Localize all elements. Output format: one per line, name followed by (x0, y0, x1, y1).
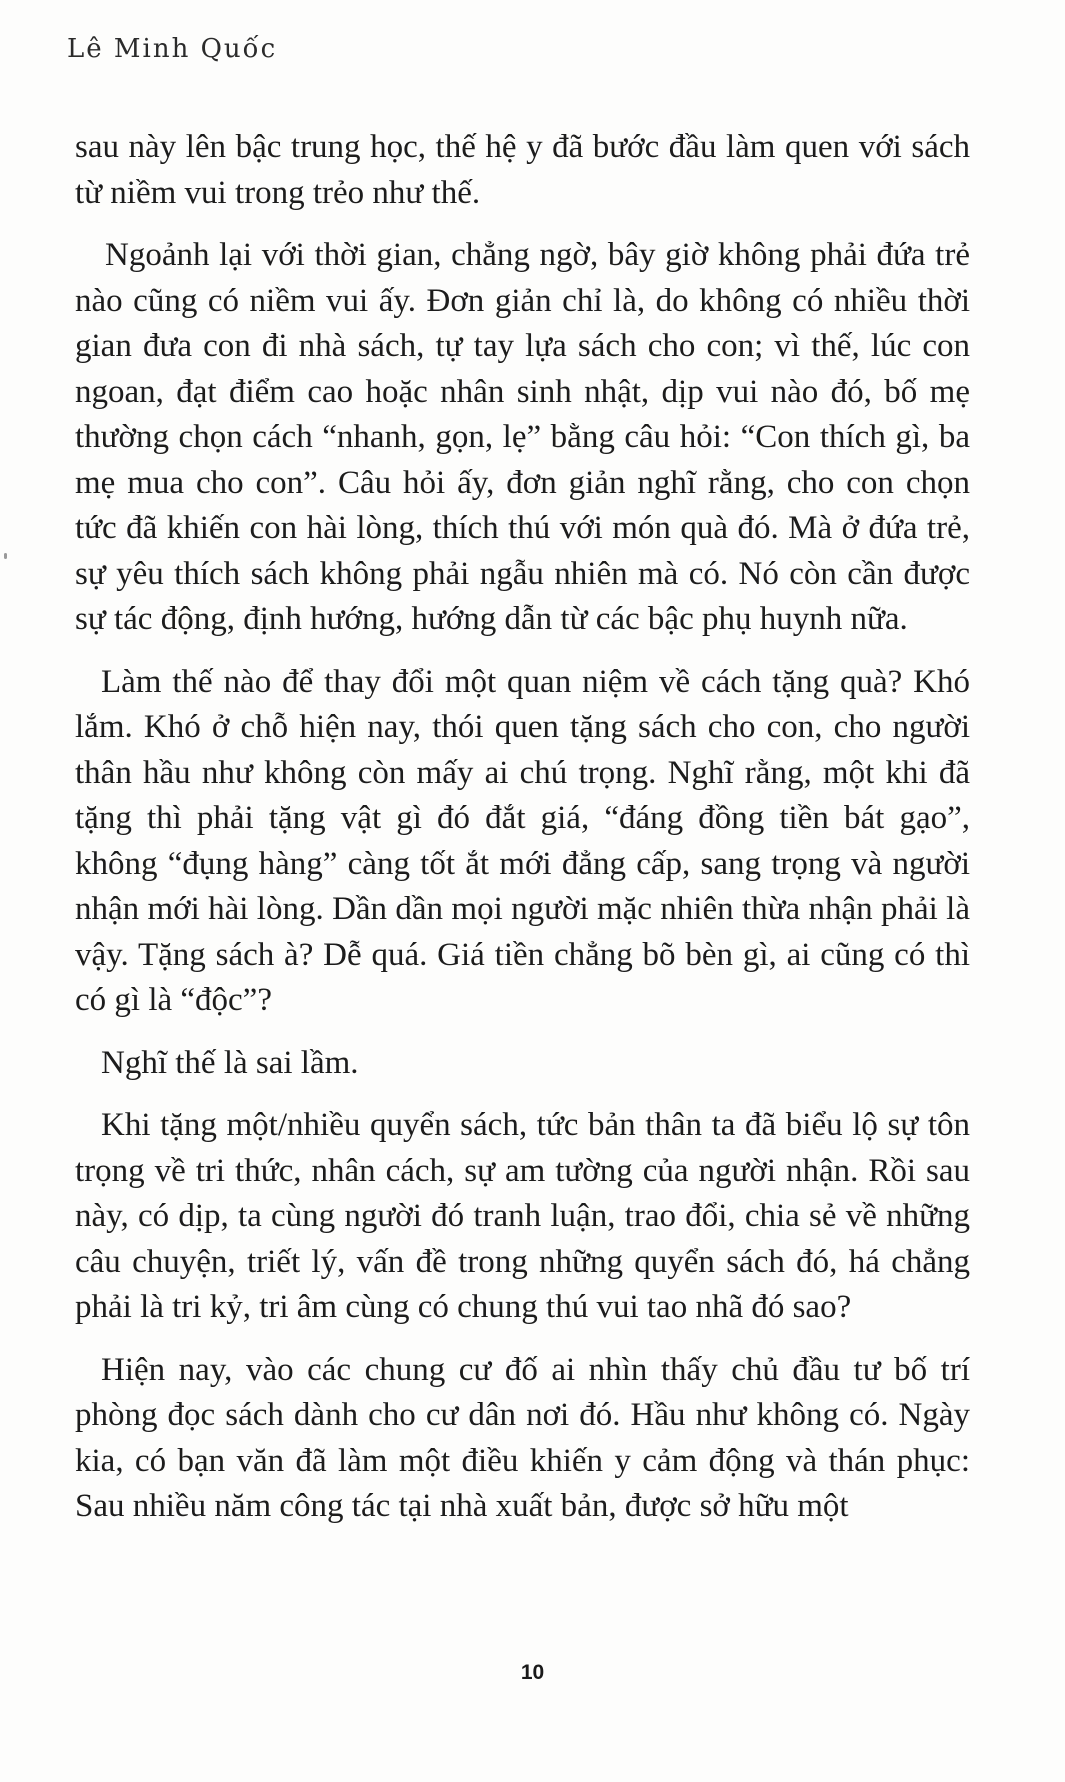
page-number: 10 (520, 1661, 545, 1684)
paragraph: Ngoảnh lại với thời gian, chẳng ngờ, bây giờ không phải đứa trẻ nào cũng có niềm vui ấy. Đơn giản chỉ là, do không có nhiều thời gian đưa con đi nhà sách, tự tay lựa sách cho con; vì thế, lúc con ngoan, đạt điểm cao hoặc nhân sinh nhật, dịp vui nào đó, bố mẹ thường chọn cách “nhanh, gọn, lẹ” bằng câu hỏi: “Con thích gì, ba mẹ mua cho con”. Câu hỏi ấy, đơn giản nghĩ rằng, cho con chọn tức đã khiến con hài lòng, thích thú với món quà đó. Mà ở đứa trẻ, sự yêu thích sách không phải ngẫu nhiên mà có. Nó còn cần được sự tác động, định hướng, hướng dẫn từ các bậc phụ huynh nữa. (75, 237, 970, 637)
paragraph: Khi tặng một/nhiều quyển sách, tức bản thân ta đã biểu lộ sự tôn trọng về tri thức, nhân cách, sự am tường của người nhận. Rồi sau này, có dịp, ta cùng người đó tranh luận, trao đổi, chia sẻ về những câu chuyện, triết lý, vấn đề trong những quyển sách đó, há chẳng phải là tri kỷ, tri âm cùng có chung thú vui tao nhã đó sao? (75, 1107, 970, 1325)
paragraph: Làm thế nào để thay đổi một quan niệm về cách tặng quà? Khó lắm. Khó ở chỗ hiện nay, thói quen tặng sách cho con, cho người thân hầu như không còn mấy ai chú trọng. Nghĩ rằng, một khi đã tặng thì phải tặng vật gì đó đắt giá, “đáng đồng tiền bát gạo”, không “đụng hàng” càng tốt ắt mới đẳng cấp, sang trọng và người nhận mới hài lòng. Dần dần mọi người mặc nhiên thừa nhận phải là vậy. Tặng sách à? Dễ quá. Giá tiền chẳng bõ bèn gì, ai cũng có thì có gì là “độc”? (75, 663, 970, 1018)
paragraph-continued: sau này lên bậc trung học, thế hệ y đã bước đầu làm quen với sách từ niềm vui trong trẻo như thế. (75, 129, 970, 211)
scan-speck (4, 553, 7, 559)
running-header-author: Lê Minh Quốc (67, 34, 278, 64)
paragraph: Nghĩ thế là sai lầm. (101, 1044, 359, 1081)
paragraph: Hiện nay, vào các chung cư đố ai nhìn thấy chủ đầu tư bố trí phòng đọc sách dành cho cư dân nơi đó. Hầu như không có. Ngày kia, có bạn văn đã làm một điều khiến y cảm động và thán phục: Sau nhiều năm công tác tại nhà xuất bản, được sở hữu một (75, 1351, 970, 1524)
body-text (75, 125, 970, 1547)
